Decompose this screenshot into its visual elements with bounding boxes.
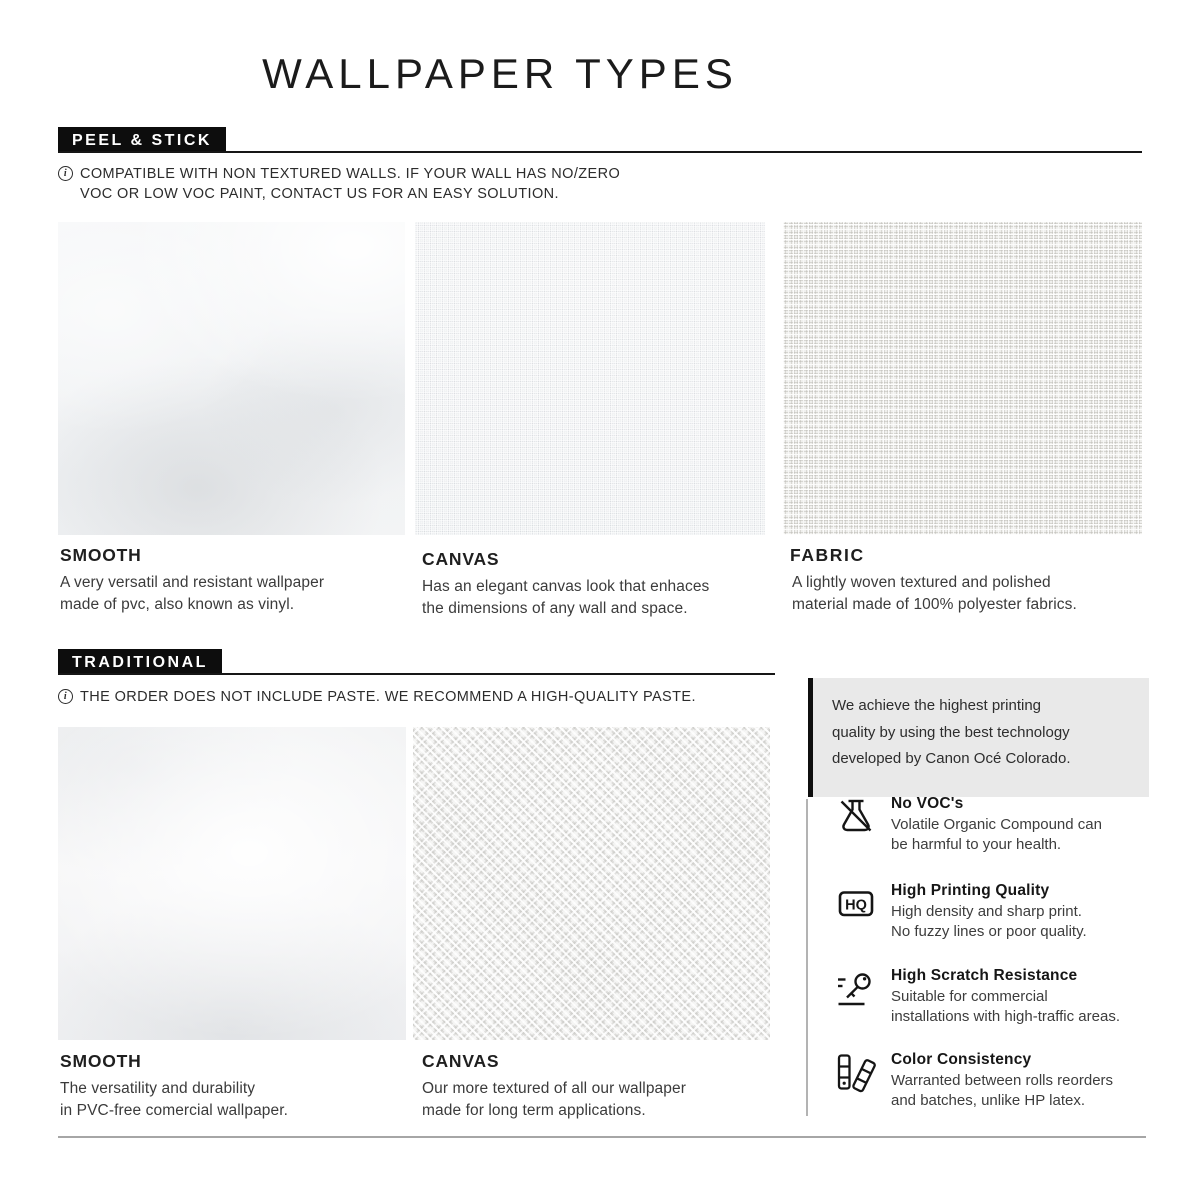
feature-title: High Printing Quality bbox=[891, 882, 1050, 899]
scratch-key-icon bbox=[834, 966, 878, 1010]
desc-line: Has an elegant canvas look that enhaces bbox=[422, 578, 710, 595]
printing-quality-quote bbox=[808, 678, 1149, 797]
desc-line: and batches, unlike HP latex. bbox=[891, 1092, 1086, 1110]
quote-line: developed by Canon Océ Colorado. bbox=[832, 750, 1071, 768]
desc-line: Our more textured of all our wallpaper bbox=[422, 1080, 686, 1097]
desc-line: in PVC-free comercial wallpaper. bbox=[60, 1101, 289, 1119]
note-line: VOC OR LOW VOC PAINT, CONTACT US FOR AN EASY SOLUTION. bbox=[80, 185, 559, 202]
canvas-traditional-label: CANVAS bbox=[422, 1051, 500, 1071]
peel-stick-section-divider bbox=[58, 151, 1142, 153]
quote-line: quality by using the best technology bbox=[832, 723, 1070, 741]
traditional-note-text bbox=[80, 688, 696, 708]
page-bottom-divider bbox=[58, 1136, 1146, 1138]
note-line: COMPATIBLE WITH NON TEXTURED WALLS. IF YOUR WALL HAS NO/ZERO bbox=[80, 166, 621, 182]
color-swatches-icon bbox=[834, 1050, 878, 1094]
desc-line: installations with high-traffic areas. bbox=[891, 1008, 1120, 1026]
smooth-traditional-description bbox=[60, 1078, 288, 1121]
peel-stick-note bbox=[58, 165, 698, 204]
feature-color-consistency bbox=[834, 1050, 1174, 1112]
fabric-peel-stick-swatch bbox=[783, 222, 1142, 535]
feature-body bbox=[891, 881, 1087, 943]
desc-line: Warranted between rolls reorders bbox=[891, 1071, 1114, 1089]
fabric-label: FABRIC bbox=[790, 545, 865, 565]
feature-body bbox=[891, 794, 1102, 856]
desc-line: The versatility and durability bbox=[60, 1080, 256, 1097]
traditional-note bbox=[58, 688, 798, 708]
canvas-peel-stick-swatch bbox=[415, 222, 765, 535]
feature-description bbox=[891, 987, 1120, 1028]
fabric-description bbox=[792, 572, 1077, 615]
features-rail-divider bbox=[806, 799, 808, 1116]
quote-text bbox=[808, 678, 1149, 773]
peel-stick-section-badge: PEEL & STICK bbox=[58, 127, 226, 153]
traditional-section-badge: TRADITIONAL bbox=[58, 649, 222, 675]
desc-line: Suitable for commercial bbox=[891, 987, 1048, 1005]
feature-body bbox=[891, 966, 1120, 1028]
desc-line: A lightly woven textured and polished bbox=[792, 574, 1051, 591]
quote-accent-bar bbox=[808, 678, 813, 797]
canvas-label: CANVAS bbox=[422, 549, 500, 569]
smooth-traditional-swatch bbox=[58, 727, 406, 1040]
peel-stick-note-text bbox=[80, 165, 620, 204]
desc-line: made for long term applications. bbox=[422, 1101, 646, 1119]
feature-body bbox=[891, 1050, 1113, 1112]
info-icon bbox=[58, 166, 73, 181]
canvas-traditional-description bbox=[422, 1078, 686, 1121]
feature-description bbox=[891, 1071, 1113, 1112]
desc-line: be harmful to your health. bbox=[891, 836, 1062, 854]
canvas-traditional-swatch bbox=[413, 727, 770, 1040]
smooth-label: SMOOTH bbox=[60, 545, 142, 565]
smooth-description bbox=[60, 572, 324, 615]
canvas-description bbox=[422, 576, 709, 619]
desc-line: A very versatil and resistant wallpaper bbox=[60, 574, 325, 591]
feature-high-printing-quality bbox=[834, 881, 1174, 943]
quote-line: We achieve the highest printing bbox=[832, 697, 1042, 714]
feature-no-voc bbox=[834, 794, 1174, 856]
smooth-peel-stick-swatch bbox=[58, 222, 405, 535]
feature-title: Color Consistency bbox=[891, 1051, 1032, 1068]
feature-title: High Scratch Resistance bbox=[891, 967, 1078, 984]
desc-line: material made of 100% polyester fabrics. bbox=[792, 595, 1077, 613]
svg-text:HQ: HQ bbox=[845, 897, 867, 914]
desc-line: High density and sharp print. bbox=[891, 902, 1082, 920]
note-line: THE ORDER DOES NOT INCLUDE PASTE. WE RECOMMEND A HIGH-QUALITY PASTE. bbox=[80, 689, 696, 705]
feature-description bbox=[891, 902, 1087, 943]
smooth-traditional-label: SMOOTH bbox=[60, 1051, 142, 1071]
desc-line: the dimensions of any wall and space. bbox=[422, 599, 688, 617]
no-voc-flask-icon bbox=[834, 794, 878, 838]
page-title: WALLPAPER TYPES bbox=[262, 50, 738, 97]
traditional-section-divider bbox=[58, 673, 775, 675]
desc-line: made of pvc, also known as vinyl. bbox=[60, 595, 295, 613]
desc-line: No fuzzy lines or poor quality. bbox=[891, 923, 1087, 941]
feature-scratch-resistance bbox=[834, 966, 1174, 1028]
info-icon bbox=[58, 689, 73, 704]
hq-badge-icon bbox=[834, 881, 878, 925]
desc-line: Volatile Organic Compound can bbox=[891, 815, 1102, 833]
feature-title: No VOC's bbox=[891, 795, 964, 812]
feature-description bbox=[891, 815, 1102, 856]
